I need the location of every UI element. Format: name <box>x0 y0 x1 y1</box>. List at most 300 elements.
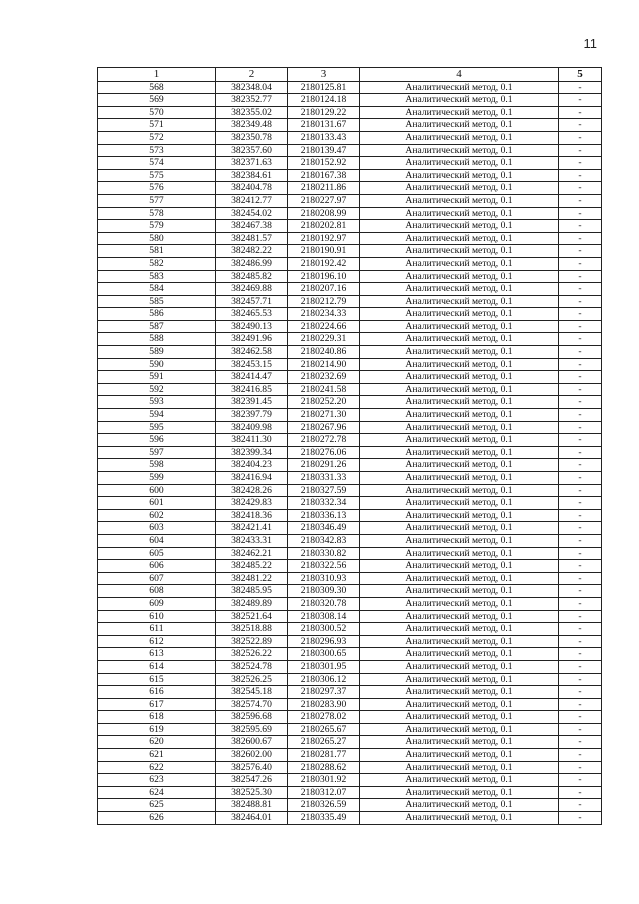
x-coordinate-cell: 382465.53 <box>216 308 288 321</box>
x-coordinate-cell: 382464.01 <box>216 812 288 825</box>
y-coordinate-cell: 2180208.99 <box>288 207 360 220</box>
note-cell: - <box>559 711 602 724</box>
table-row <box>98 169 602 182</box>
note-cell: - <box>559 673 602 686</box>
table-row <box>98 308 602 321</box>
method-cell: Аналитический метод, 0.1 <box>360 371 559 384</box>
note-cell: - <box>559 157 602 170</box>
y-coordinate-cell: 2180202.81 <box>288 220 360 233</box>
note-cell: - <box>559 270 602 283</box>
point-number-cell: 572 <box>98 131 216 144</box>
note-cell: - <box>559 245 602 258</box>
y-coordinate-cell: 2180283.90 <box>288 698 360 711</box>
table-row <box>98 572 602 585</box>
point-number-cell: 586 <box>98 308 216 321</box>
method-cell: Аналитический метод, 0.1 <box>360 547 559 560</box>
method-cell: Аналитический метод, 0.1 <box>360 660 559 673</box>
method-cell: Аналитический метод, 0.1 <box>360 761 559 774</box>
x-coordinate-cell: 382547.26 <box>216 774 288 787</box>
table-row <box>98 106 602 119</box>
point-number-cell: 593 <box>98 396 216 409</box>
x-coordinate-cell: 382485.95 <box>216 585 288 598</box>
x-coordinate-cell: 382404.23 <box>216 459 288 472</box>
table-row <box>98 711 602 724</box>
table-row <box>98 660 602 673</box>
table-row <box>98 119 602 132</box>
note-cell: - <box>559 371 602 384</box>
point-number-cell: 603 <box>98 522 216 535</box>
x-coordinate-cell: 382491.96 <box>216 333 288 346</box>
note-cell: - <box>559 686 602 699</box>
x-coordinate-cell: 382525.30 <box>216 786 288 799</box>
x-coordinate-cell: 382416.85 <box>216 383 288 396</box>
y-coordinate-cell: 2180167.38 <box>288 169 360 182</box>
table-row <box>98 560 602 573</box>
coordinates-table-container <box>97 67 601 825</box>
method-cell: Аналитический метод, 0.1 <box>360 207 559 220</box>
method-cell: Аналитический метод, 0.1 <box>360 106 559 119</box>
note-cell: - <box>559 812 602 825</box>
y-coordinate-cell: 2180224.66 <box>288 320 360 333</box>
method-cell: Аналитический метод, 0.1 <box>360 308 559 321</box>
table-row <box>98 648 602 661</box>
table-row <box>98 736 602 749</box>
method-cell: Аналитический метод, 0.1 <box>360 711 559 724</box>
method-cell: Аналитический метод, 0.1 <box>360 673 559 686</box>
point-number-cell: 571 <box>98 119 216 132</box>
y-coordinate-cell: 2180139.47 <box>288 144 360 157</box>
table-row <box>98 396 602 409</box>
point-number-cell: 604 <box>98 534 216 547</box>
table-row <box>98 383 602 396</box>
point-number-cell: 599 <box>98 472 216 485</box>
method-cell: Аналитический метод, 0.1 <box>360 623 559 636</box>
note-cell: - <box>559 283 602 296</box>
y-coordinate-cell: 2180232.69 <box>288 371 360 384</box>
point-number-cell: 582 <box>98 257 216 270</box>
x-coordinate-cell: 382488.81 <box>216 799 288 812</box>
point-number-cell: 591 <box>98 371 216 384</box>
x-coordinate-cell: 382526.25 <box>216 673 288 686</box>
note-cell: - <box>559 446 602 459</box>
point-number-cell: 605 <box>98 547 216 560</box>
note-cell: - <box>559 333 602 346</box>
x-coordinate-cell: 382490.13 <box>216 320 288 333</box>
method-cell: Аналитический метод, 0.1 <box>360 119 559 132</box>
point-number-cell: 577 <box>98 194 216 207</box>
x-coordinate-cell: 382462.21 <box>216 547 288 560</box>
note-cell: - <box>559 484 602 497</box>
method-cell: Аналитический метод, 0.1 <box>360 346 559 359</box>
point-number-cell: 609 <box>98 597 216 610</box>
method-cell: Аналитический метод, 0.1 <box>360 686 559 699</box>
point-number-cell: 610 <box>98 610 216 623</box>
method-cell: Аналитический метод, 0.1 <box>360 81 559 94</box>
table-row <box>98 686 602 699</box>
x-coordinate-cell: 382457.71 <box>216 295 288 308</box>
x-coordinate-cell: 382397.79 <box>216 409 288 422</box>
method-cell: Аналитический метод, 0.1 <box>360 270 559 283</box>
table-row <box>98 81 602 94</box>
method-cell: Аналитический метод, 0.1 <box>360 434 559 447</box>
point-number-cell: 620 <box>98 736 216 749</box>
note-cell: - <box>559 346 602 359</box>
table-row <box>98 459 602 472</box>
x-coordinate-cell: 382411.30 <box>216 434 288 447</box>
table-row <box>98 610 602 623</box>
x-coordinate-cell: 382409.98 <box>216 421 288 434</box>
table-body <box>98 81 602 824</box>
method-cell: Аналитический метод, 0.1 <box>360 698 559 711</box>
y-coordinate-cell: 2180271.30 <box>288 409 360 422</box>
note-cell: - <box>559 421 602 434</box>
y-coordinate-cell: 2180312.07 <box>288 786 360 799</box>
x-coordinate-cell: 382454.02 <box>216 207 288 220</box>
note-cell: - <box>559 509 602 522</box>
point-number-cell: 585 <box>98 295 216 308</box>
note-cell: - <box>559 396 602 409</box>
note-cell: - <box>559 182 602 195</box>
note-cell: - <box>559 547 602 560</box>
table-row <box>98 232 602 245</box>
point-number-cell: 596 <box>98 434 216 447</box>
y-coordinate-cell: 2180196.10 <box>288 270 360 283</box>
table-row <box>98 585 602 598</box>
table-row <box>98 333 602 346</box>
x-coordinate-cell: 382350.78 <box>216 131 288 144</box>
y-coordinate-cell: 2180301.95 <box>288 660 360 673</box>
y-coordinate-cell: 2180152.92 <box>288 157 360 170</box>
table-row <box>98 257 602 270</box>
x-coordinate-cell: 382482.22 <box>216 245 288 258</box>
table-row <box>98 446 602 459</box>
x-coordinate-cell: 382371.63 <box>216 157 288 170</box>
y-coordinate-cell: 2180252.20 <box>288 396 360 409</box>
note-cell: - <box>559 409 602 422</box>
table-row <box>98 207 602 220</box>
y-coordinate-cell: 2180192.97 <box>288 232 360 245</box>
x-coordinate-cell: 382485.82 <box>216 270 288 283</box>
note-cell: - <box>559 131 602 144</box>
table-row <box>98 534 602 547</box>
note-cell: - <box>559 610 602 623</box>
x-coordinate-cell: 382429.83 <box>216 497 288 510</box>
note-cell: - <box>559 749 602 762</box>
x-coordinate-cell: 382399.34 <box>216 446 288 459</box>
method-cell: Аналитический метод, 0.1 <box>360 799 559 812</box>
y-coordinate-cell: 2180211.86 <box>288 182 360 195</box>
point-number-cell: 614 <box>98 660 216 673</box>
method-cell: Аналитический метод, 0.1 <box>360 648 559 661</box>
point-number-cell: 606 <box>98 560 216 573</box>
table-row <box>98 270 602 283</box>
y-coordinate-cell: 2180326.59 <box>288 799 360 812</box>
coordinates-table <box>97 67 602 825</box>
method-cell: Аналитический метод, 0.1 <box>360 182 559 195</box>
x-coordinate-cell: 382462.58 <box>216 346 288 359</box>
y-coordinate-cell: 2180131.67 <box>288 119 360 132</box>
y-coordinate-cell: 2180331.33 <box>288 472 360 485</box>
y-coordinate-cell: 2180190.91 <box>288 245 360 258</box>
method-cell: Аналитический метод, 0.1 <box>360 749 559 762</box>
page-number: 11 <box>583 36 597 51</box>
method-cell: Аналитический метод, 0.1 <box>360 131 559 144</box>
table-row <box>98 434 602 447</box>
method-cell: Аналитический метод, 0.1 <box>360 446 559 459</box>
point-number-cell: 623 <box>98 774 216 787</box>
x-coordinate-cell: 382467.38 <box>216 220 288 233</box>
method-cell: Аналитический метод, 0.1 <box>360 522 559 535</box>
method-cell: Аналитический метод, 0.1 <box>360 409 559 422</box>
x-coordinate-cell: 382518.88 <box>216 623 288 636</box>
method-cell: Аналитический метод, 0.1 <box>360 220 559 233</box>
table-header <box>98 68 602 82</box>
method-cell: Аналитический метод, 0.1 <box>360 232 559 245</box>
note-cell: - <box>559 635 602 648</box>
note-cell: - <box>559 761 602 774</box>
method-cell: Аналитический метод, 0.1 <box>360 194 559 207</box>
point-number-cell: 598 <box>98 459 216 472</box>
method-cell: Аналитический метод, 0.1 <box>360 94 559 107</box>
note-cell: - <box>559 799 602 812</box>
x-coordinate-cell: 382595.69 <box>216 723 288 736</box>
point-number-cell: 590 <box>98 358 216 371</box>
note-cell: - <box>559 434 602 447</box>
method-cell: Аналитический метод, 0.1 <box>360 383 559 396</box>
x-coordinate-cell: 382524.78 <box>216 660 288 673</box>
table-row <box>98 421 602 434</box>
method-cell: Аналитический метод, 0.1 <box>360 484 559 497</box>
point-number-cell: 573 <box>98 144 216 157</box>
table-row <box>98 812 602 825</box>
note-cell: - <box>559 295 602 308</box>
note-cell: - <box>559 698 602 711</box>
note-cell: - <box>559 723 602 736</box>
method-cell: Аналитический метод, 0.1 <box>360 560 559 573</box>
x-coordinate-cell: 382545.18 <box>216 686 288 699</box>
method-cell: Аналитический метод, 0.1 <box>360 459 559 472</box>
x-coordinate-cell: 382485.22 <box>216 560 288 573</box>
method-cell: Аналитический метод, 0.1 <box>360 497 559 510</box>
y-coordinate-cell: 2180335.49 <box>288 812 360 825</box>
note-cell: - <box>559 459 602 472</box>
y-coordinate-cell: 2180332.34 <box>288 497 360 510</box>
y-coordinate-cell: 2180308.14 <box>288 610 360 623</box>
y-coordinate-cell: 2180234.33 <box>288 308 360 321</box>
point-number-cell: 570 <box>98 106 216 119</box>
header-col-4: 4 <box>360 68 559 82</box>
y-coordinate-cell: 2180267.96 <box>288 421 360 434</box>
point-number-cell: 601 <box>98 497 216 510</box>
point-number-cell: 613 <box>98 648 216 661</box>
table-row <box>98 144 602 157</box>
table-row <box>98 597 602 610</box>
table-row <box>98 131 602 144</box>
x-coordinate-cell: 382574.70 <box>216 698 288 711</box>
note-cell: - <box>559 572 602 585</box>
note-cell: - <box>559 81 602 94</box>
x-coordinate-cell: 382489.89 <box>216 597 288 610</box>
x-coordinate-cell: 382418.36 <box>216 509 288 522</box>
x-coordinate-cell: 382521.64 <box>216 610 288 623</box>
table-row <box>98 157 602 170</box>
point-number-cell: 624 <box>98 786 216 799</box>
y-coordinate-cell: 2180272.78 <box>288 434 360 447</box>
method-cell: Аналитический метод, 0.1 <box>360 736 559 749</box>
y-coordinate-cell: 2180320.78 <box>288 597 360 610</box>
method-cell: Аналитический метод, 0.1 <box>360 774 559 787</box>
note-cell: - <box>559 497 602 510</box>
y-coordinate-cell: 2180291.26 <box>288 459 360 472</box>
y-coordinate-cell: 2180310.93 <box>288 572 360 585</box>
y-coordinate-cell: 2180342.83 <box>288 534 360 547</box>
note-cell: - <box>559 472 602 485</box>
point-number-cell: 578 <box>98 207 216 220</box>
note-cell: - <box>559 106 602 119</box>
point-number-cell: 592 <box>98 383 216 396</box>
point-number-cell: 583 <box>98 270 216 283</box>
point-number-cell: 580 <box>98 232 216 245</box>
method-cell: Аналитический метод, 0.1 <box>360 509 559 522</box>
x-coordinate-cell: 382522.89 <box>216 635 288 648</box>
header-col-5: 5 <box>559 68 602 82</box>
point-number-cell: 568 <box>98 81 216 94</box>
point-number-cell: 621 <box>98 749 216 762</box>
header-col-3: 3 <box>288 68 360 82</box>
table-row <box>98 749 602 762</box>
y-coordinate-cell: 2180301.92 <box>288 774 360 787</box>
y-coordinate-cell: 2180336.13 <box>288 509 360 522</box>
header-row <box>98 68 602 82</box>
point-number-cell: 589 <box>98 346 216 359</box>
note-cell: - <box>559 94 602 107</box>
x-coordinate-cell: 382404.78 <box>216 182 288 195</box>
point-number-cell: 569 <box>98 94 216 107</box>
x-coordinate-cell: 382355.02 <box>216 106 288 119</box>
table-row <box>98 774 602 787</box>
y-coordinate-cell: 2180288.62 <box>288 761 360 774</box>
y-coordinate-cell: 2180322.56 <box>288 560 360 573</box>
point-number-cell: 626 <box>98 812 216 825</box>
point-number-cell: 612 <box>98 635 216 648</box>
note-cell: - <box>559 207 602 220</box>
table-row <box>98 509 602 522</box>
point-number-cell: 581 <box>98 245 216 258</box>
table-row <box>98 371 602 384</box>
method-cell: Аналитический метод, 0.1 <box>360 245 559 258</box>
method-cell: Аналитический метод, 0.1 <box>360 144 559 157</box>
point-number-cell: 574 <box>98 157 216 170</box>
y-coordinate-cell: 2180296.93 <box>288 635 360 648</box>
point-number-cell: 608 <box>98 585 216 598</box>
note-cell: - <box>559 597 602 610</box>
point-number-cell: 607 <box>98 572 216 585</box>
point-number-cell: 587 <box>98 320 216 333</box>
method-cell: Аналитический метод, 0.1 <box>360 396 559 409</box>
note-cell: - <box>559 308 602 321</box>
point-number-cell: 615 <box>98 673 216 686</box>
x-coordinate-cell: 382357.60 <box>216 144 288 157</box>
method-cell: Аналитический метод, 0.1 <box>360 723 559 736</box>
x-coordinate-cell: 382433.31 <box>216 534 288 547</box>
x-coordinate-cell: 382416.94 <box>216 472 288 485</box>
method-cell: Аналитический метод, 0.1 <box>360 358 559 371</box>
table-row <box>98 194 602 207</box>
table-row <box>98 547 602 560</box>
header-col-1: 1 <box>98 68 216 82</box>
header-col-2: 2 <box>216 68 288 82</box>
note-cell: - <box>559 220 602 233</box>
x-coordinate-cell: 382481.57 <box>216 232 288 245</box>
y-coordinate-cell: 2180297.37 <box>288 686 360 699</box>
note-cell: - <box>559 660 602 673</box>
point-number-cell: 575 <box>98 169 216 182</box>
table-row <box>98 635 602 648</box>
y-coordinate-cell: 2180306.12 <box>288 673 360 686</box>
method-cell: Аналитический метод, 0.1 <box>360 157 559 170</box>
note-cell: - <box>559 522 602 535</box>
method-cell: Аналитический метод, 0.1 <box>360 421 559 434</box>
point-number-cell: 611 <box>98 623 216 636</box>
x-coordinate-cell: 382414.47 <box>216 371 288 384</box>
table-row <box>98 761 602 774</box>
note-cell: - <box>559 257 602 270</box>
x-coordinate-cell: 382469.88 <box>216 283 288 296</box>
y-coordinate-cell: 2180278.02 <box>288 711 360 724</box>
x-coordinate-cell: 382352.77 <box>216 94 288 107</box>
method-cell: Аналитический метод, 0.1 <box>360 572 559 585</box>
point-number-cell: 576 <box>98 182 216 195</box>
table-row <box>98 698 602 711</box>
note-cell: - <box>559 534 602 547</box>
table-row <box>98 673 602 686</box>
method-cell: Аналитический метод, 0.1 <box>360 333 559 346</box>
point-number-cell: 616 <box>98 686 216 699</box>
method-cell: Аналитический метод, 0.1 <box>360 169 559 182</box>
point-number-cell: 595 <box>98 421 216 434</box>
y-coordinate-cell: 2180281.77 <box>288 749 360 762</box>
table-row <box>98 472 602 485</box>
y-coordinate-cell: 2180241.58 <box>288 383 360 396</box>
note-cell: - <box>559 169 602 182</box>
point-number-cell: 579 <box>98 220 216 233</box>
note-cell: - <box>559 383 602 396</box>
table-row <box>98 295 602 308</box>
y-coordinate-cell: 2180309.30 <box>288 585 360 598</box>
table-row <box>98 522 602 535</box>
table-row <box>98 94 602 107</box>
x-coordinate-cell: 382596.68 <box>216 711 288 724</box>
note-cell: - <box>559 585 602 598</box>
method-cell: Аналитический метод, 0.1 <box>360 610 559 623</box>
note-cell: - <box>559 774 602 787</box>
method-cell: Аналитический метод, 0.1 <box>360 472 559 485</box>
point-number-cell: 619 <box>98 723 216 736</box>
point-number-cell: 584 <box>98 283 216 296</box>
note-cell: - <box>559 786 602 799</box>
y-coordinate-cell: 2180133.43 <box>288 131 360 144</box>
x-coordinate-cell: 382486.99 <box>216 257 288 270</box>
point-number-cell: 600 <box>98 484 216 497</box>
y-coordinate-cell: 2180265.67 <box>288 723 360 736</box>
method-cell: Аналитический метод, 0.1 <box>360 786 559 799</box>
note-cell: - <box>559 232 602 245</box>
x-coordinate-cell: 382602.00 <box>216 749 288 762</box>
note-cell: - <box>559 623 602 636</box>
y-coordinate-cell: 2180214.90 <box>288 358 360 371</box>
point-number-cell: 618 <box>98 711 216 724</box>
y-coordinate-cell: 2180276.06 <box>288 446 360 459</box>
